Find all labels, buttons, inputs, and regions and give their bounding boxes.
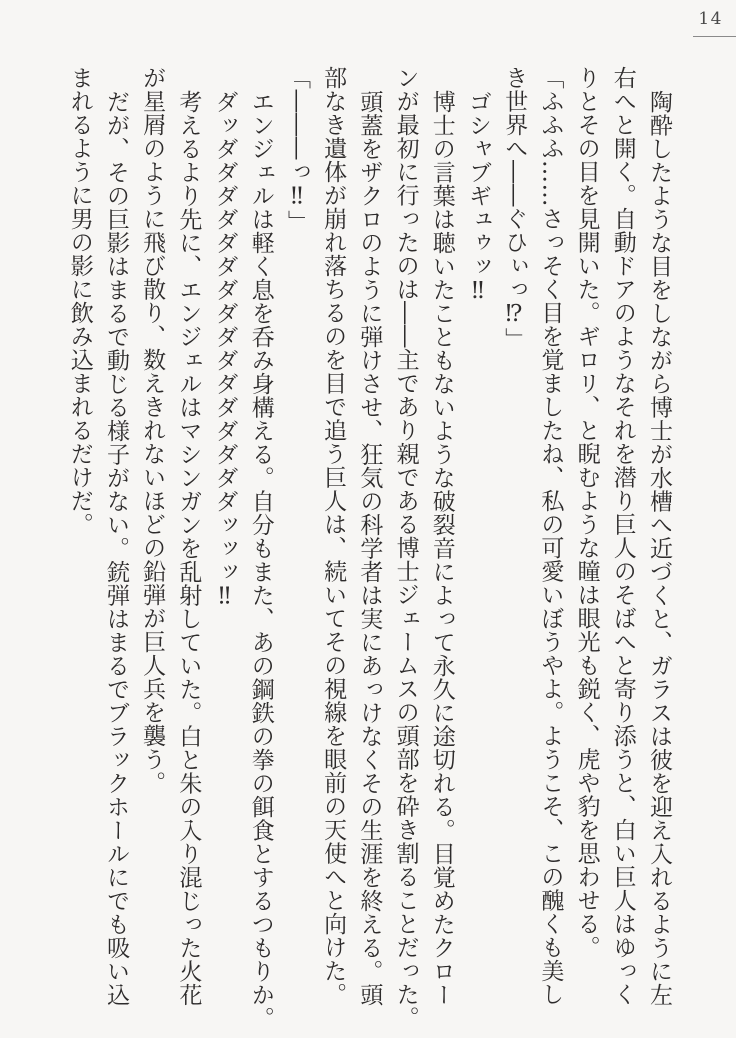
text-column-4: 「ふふふ……さっそく目を覚ましたね、私の可愛いぼうやよ。ようこそ、この醜くも美し [537,66,564,1006]
page-number-rule [693,36,736,37]
text-column-6: ゴシャブギュゥッ‼ [464,89,491,304]
text-column-14: 考えるより先に、エンジェルはマシンガンを乱射していた。白と朱の入り混じった火花 [175,89,202,1006]
text-column-1: 陶酔したような目をしながら博士が水槽へ近づくと、ガラスは彼を迎え入れるように左 [646,89,672,1006]
text-column-9: 頭蓋をザクロのように弾けさせ、狂気の科学者は実にあっけなくその生涯を終える。頭 [356,89,383,1006]
text-column-8: ンが最初に行ったのは――主であり親である博士ジェームスの頭部を砕き割ることだった。 [392,66,419,1030]
text-column-16: だが、その巨影はまるで動じる様子がない。銃弾はまるでブラックホールにでも吸い込 [102,89,129,1006]
text-column-13: ダッダダダダダダダダダダダダダダダダッッッ‼ [211,89,238,610]
text-column-3: りとその目を見開いた。ギロリ、と睨むような瞳は眼光も鋭く、虎や豹を思わせる。 [573,66,600,959]
text-block [62,66,677,1030]
text-column-17: まれるように男の影に飲み込まれるだけだ。 [66,66,93,536]
text-column-5: き世界へ――ぐひぃっ⁉」 [501,66,528,351]
text-column-15: が星屑のように飛び散り、数えきれないほどの鉛弾が巨人兵を襲う。 [139,66,166,795]
page-number: 14 [698,9,723,29]
text-column-2: 右へと開く。自動ドアのようなそれを潜り巨人のそばへと寄り添うと、白い巨人はゆっく [609,66,636,1006]
text-column-10: 部なき遺体が崩れ落ちるのを目で追う巨人は、続いてその視線を眼前の天使へと向けた。 [320,66,347,1006]
text-column-12: エンジェルは軽く息を呑み身構える。自分もまた、あの鋼鉄の拳の餌食とするつもりか。 [247,89,274,1030]
text-column-7: 博士の言葉は聴いたこともないような破裂音によって永久に途切れる。目覚めたクロー [428,89,455,1006]
text-column-11: 「―――っ‼」 [283,66,310,234]
